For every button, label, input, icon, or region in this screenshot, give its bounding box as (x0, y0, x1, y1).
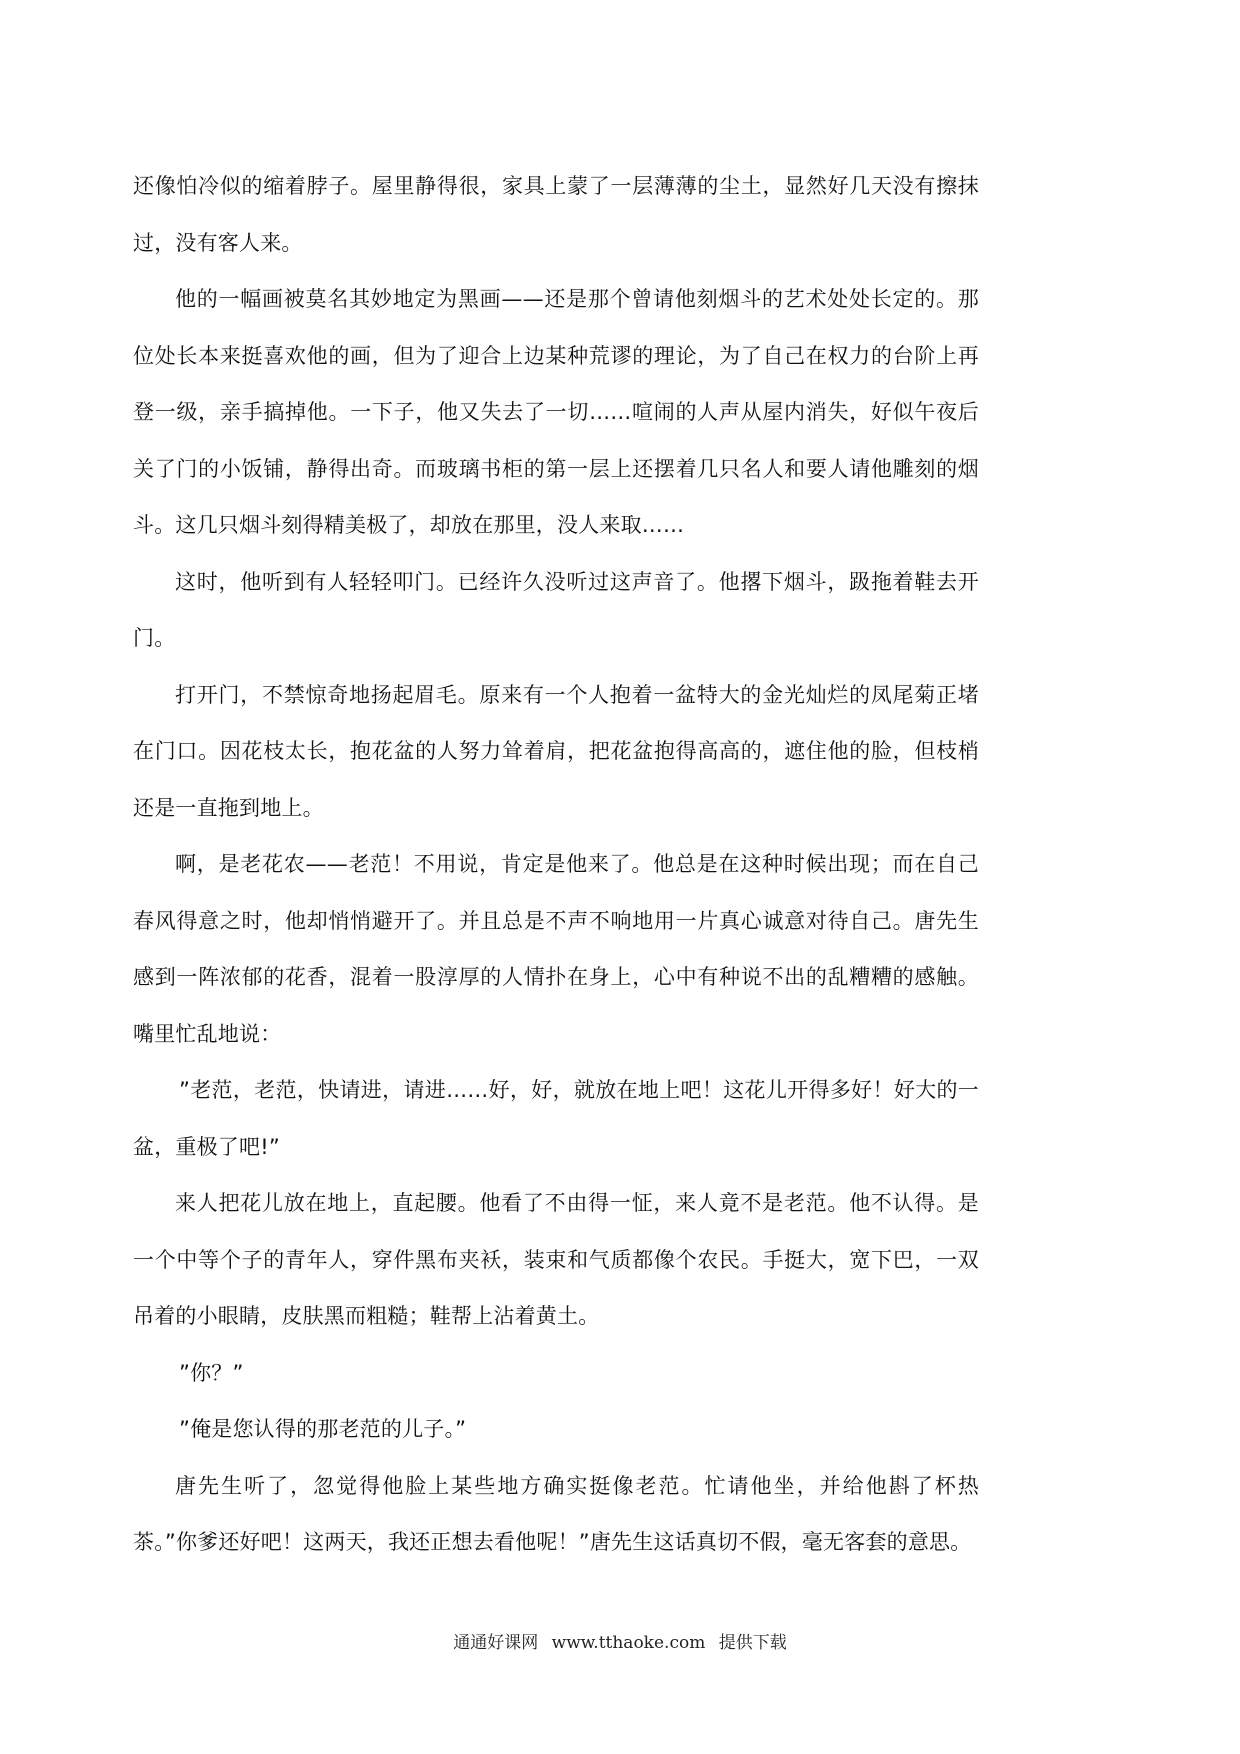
footer-suffix: 提供下载 (718, 1633, 787, 1653)
paragraph: ”老范，老范，快请进，请进……好，好，就放在地上吧！这花儿开得多好！好大的一盆，重极了吧!” (133, 1078, 979, 1159)
footer-url: www.tthaoke.com (551, 1633, 706, 1653)
paragraph: 啊，是老花农——老范！不用说，肯定是他来了。他总是在这种时候出现；而在自己春风得意之时，他却悄悄避开了。并且总是不声不响地用一片真心诚意对待自己。唐先生感到一阵浓郁的花香，混着一股淳厚的人情扑在身上，心中有种说不出的乱糟糟的感触。嘴里忙乱地说： (133, 852, 979, 1046)
page-footer (0, 1628, 1240, 1653)
paragraph: ”你？” (179, 1360, 244, 1385)
paragraph: 唐先生听了，忽觉得他脸上某些地方确实挺像老范。忙请他坐，并给他斟了杯热茶。”你爹还好吧！这两天，我还正想去看他呢！”唐先生这话真切不假，毫无客套的意思。 (133, 1473, 979, 1554)
body-text (133, 158, 979, 1571)
footer-site-name: 通通好课网 (453, 1633, 539, 1653)
paragraph: 来人把花儿放在地上，直起腰。他看了不由得一怔，来人竟不是老范。他不认得。是一个中等个子的青年人，穿件黑布夹袄，装束和气质都像个农民。手挺大，宽下巴，一双吊着的小眼睛，皮肤黑而粗糙；鞋帮上沾着黄土。 (133, 1191, 979, 1328)
paragraph: 还像怕冷似的缩着脖子。屋里静得很，家具上蒙了一层薄薄的尘土，显然好几天没有擦抹过，没有客人来。 (133, 174, 979, 255)
paragraph: 他的一幅画被莫名其妙地定为黑画——还是那个曾请他刻烟斗的艺术处处长定的。那位处长本来挺喜欢他的画，但为了迎合上边某种荒谬的理论，为了自己在权力的台阶上再登一级，亲手搞掉他。一下子，他又失去了一切……喧闹的人声从屋内消失，好似午夜后关了门的小饭铺，静得出奇。而玻璃书柜的第一层上还摆着几只名人和要人请他雕刻的烟斗。这几只烟斗刻得精美极了，却放在那里，没人来取…… (133, 287, 979, 537)
paragraph: 打开门，不禁惊奇地扬起眉毛。原来有一个人抱着一盆特大的金光灿烂的凤尾菊正堵在门口。因花枝太长，抱花盆的人努力耸着肩，把花盆抱得高高的，遮住他的脸，但枝梢还是一直拖到地上。 (133, 682, 979, 820)
paragraph: 这时，他听到有人轻轻叩门。已经许久没听过这声音了。他撂下烟斗，趿拖着鞋去开门。 (133, 569, 979, 650)
paragraph: ”俺是您认得的那老范的儿子。” (179, 1417, 467, 1441)
